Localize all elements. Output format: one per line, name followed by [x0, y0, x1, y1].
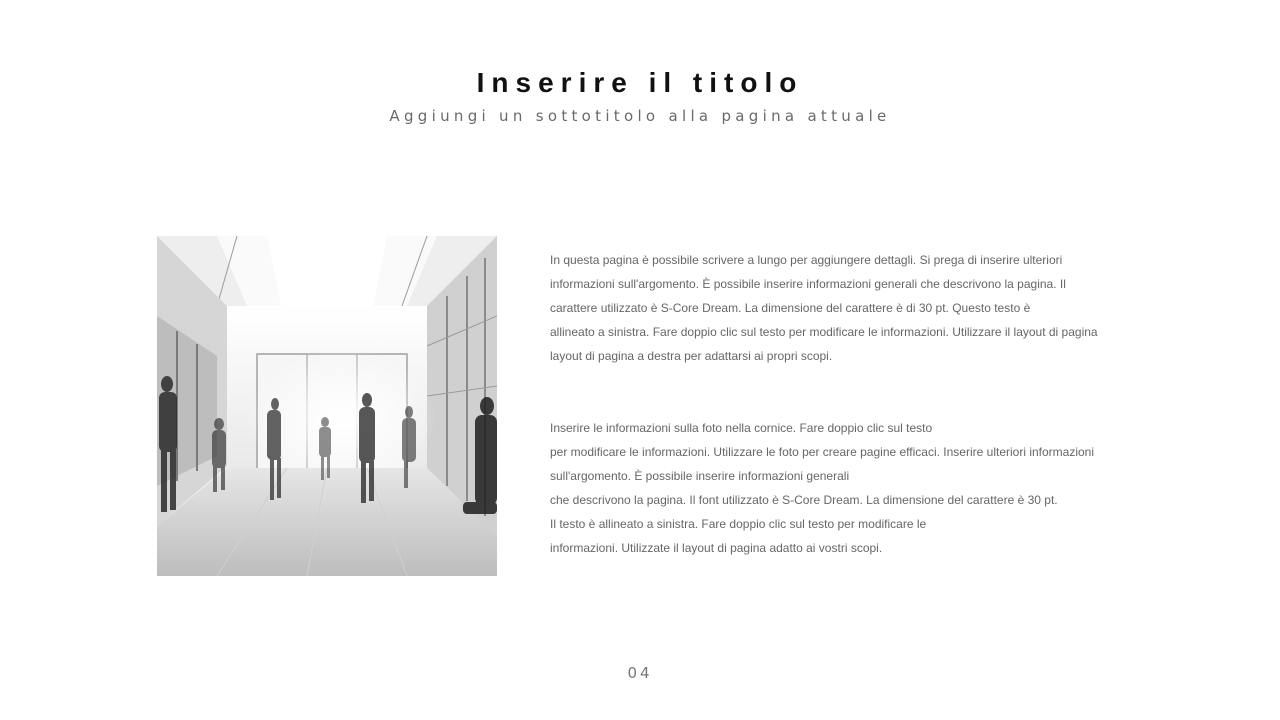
office-hallway-photo[interactable] — [157, 236, 497, 576]
paragraph-line: In questa pagina è possibile scrivere a lungo per aggiungere dettagli. Si prega di inserire ulteriori — [550, 253, 1063, 267]
paragraph-line: layout di pagina a destra per adattarsi ai propri scopi. — [550, 349, 833, 363]
paragraph-line: informazioni. Utilizzate il layout di pagina adatto ai vostri scopi. — [550, 541, 883, 555]
page-title[interactable]: Inserire il titolo — [476, 67, 804, 98]
paragraph-line: Inserire le informazioni sulla foto nella cornice. Fare doppio clic sul testo — [550, 421, 933, 435]
paragraph-line: allineato a sinistra. Fare doppio clic sul testo per modificare le informazioni. Utilizzare il layout di pagina — [550, 325, 1098, 339]
paragraph-line: sull'argomento. È possibile inserire informazioni generali — [550, 469, 850, 483]
body-paragraph-2[interactable] — [550, 416, 1130, 560]
page-number: 04 — [627, 664, 653, 682]
paragraph-line: per modificare le informazioni. Utilizzare le foto per creare pagine efficaci. Inserire ulteriori informazioni — [550, 445, 1095, 459]
body-paragraph-1[interactable] — [550, 248, 1130, 368]
photo-illustration — [157, 236, 497, 576]
paragraph-line: Il testo è allineato a sinistra. Fare doppio clic sul testo per modificare le — [550, 517, 927, 531]
paragraph-line: carattere utilizzato è S-Core Dream. La dimensione del carattere è di 30 pt. Questo testo è — [550, 301, 1031, 315]
page-subtitle[interactable]: Aggiungi un sottotitolo alla pagina attuale — [389, 107, 891, 125]
paragraph-line: informazioni sull'argomento. È possibile inserire informazioni generali che descrivono la pagina. Il — [550, 277, 1066, 291]
paragraph-line: che descrivono la pagina. Il font utilizzato è S-Core Dream. La dimensione del carattere è 30 pt. — [550, 493, 1058, 507]
